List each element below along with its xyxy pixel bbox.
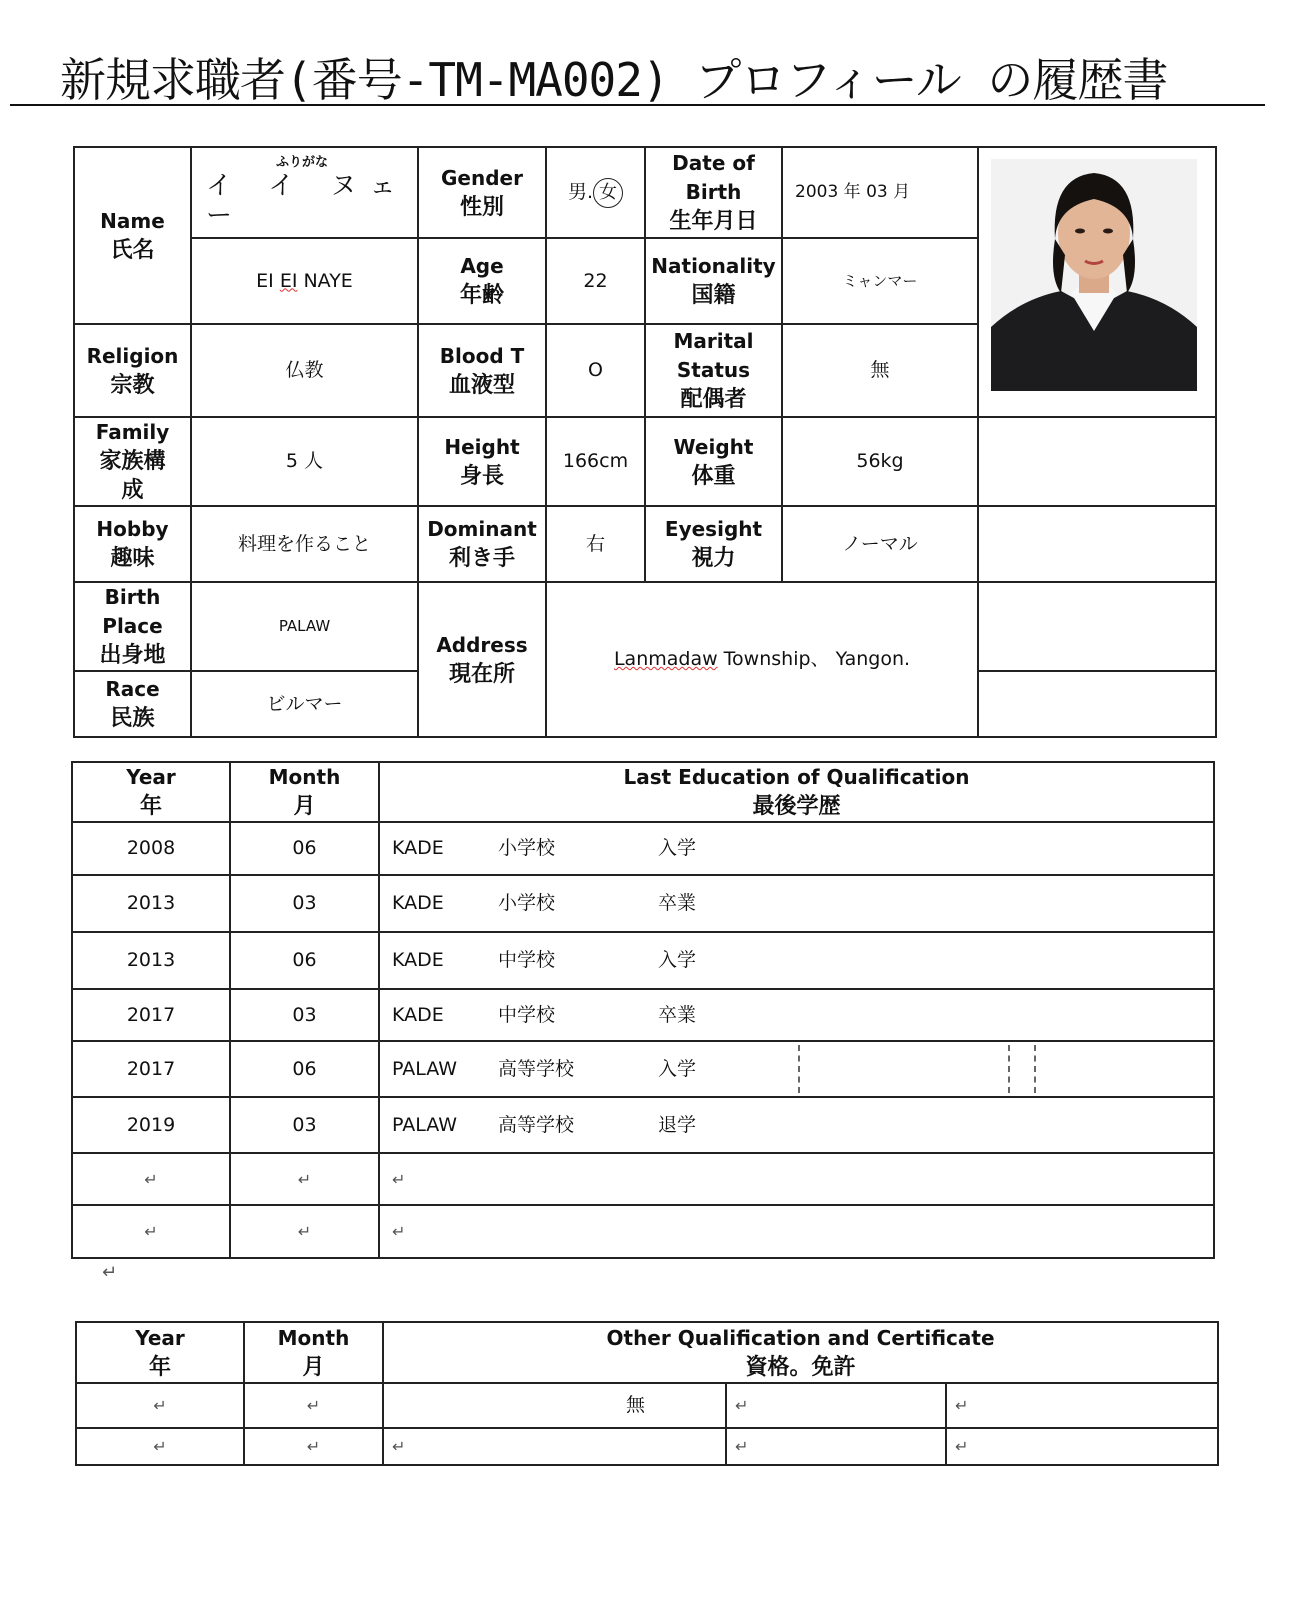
dob-label: Date of Birth 生年月日 bbox=[645, 147, 782, 238]
table-row bbox=[76, 1428, 1218, 1465]
table-row bbox=[72, 989, 1214, 1041]
gender-label: Gender 性別 bbox=[418, 147, 546, 238]
empty-mark: ↵ bbox=[76, 1428, 244, 1465]
dob-value: 2003 年 03 月 bbox=[782, 147, 978, 238]
eyesight-label: Eyesight 視力 bbox=[645, 506, 782, 582]
edu-detail: KADE 中学校 卒業 bbox=[379, 989, 1214, 1041]
family-label: Family 家族構 成 bbox=[74, 417, 191, 506]
qual-header: Other Qualification and Certificate 資格。免許 bbox=[383, 1322, 1218, 1383]
edu-year-header: Year 年 bbox=[72, 762, 230, 822]
dominant-label: Dominant 利き手 bbox=[418, 506, 546, 582]
empty-mark: ↵ bbox=[230, 1205, 379, 1258]
weight-label: Weight 体重 bbox=[645, 417, 782, 506]
race-label: Race 民族 bbox=[74, 671, 191, 737]
empty-cell bbox=[978, 671, 1216, 737]
eyesight-value: ノーマル bbox=[782, 506, 978, 582]
religion-value: 仏教 bbox=[191, 324, 418, 417]
family-value: 5 人 bbox=[191, 417, 418, 506]
table-row bbox=[72, 932, 1214, 989]
edu-year: 2017 bbox=[72, 989, 230, 1041]
empty-mark: ↵ bbox=[72, 1205, 230, 1258]
edu-month: 03 bbox=[230, 989, 379, 1041]
qual-month-header: Month 月 bbox=[244, 1322, 383, 1383]
edu-month-header: Month 月 bbox=[230, 762, 379, 822]
photo-cell bbox=[978, 147, 1216, 417]
gender-value: 男. 女 bbox=[546, 147, 645, 238]
empty-mark: ↵ bbox=[379, 1205, 1214, 1258]
edu-qualification-header: Last Education of Qualification 最後学歴 bbox=[379, 762, 1214, 822]
birthplace-label: Birth Place 出身地 bbox=[74, 582, 191, 671]
hobby-label: Hobby 趣味 bbox=[74, 506, 191, 582]
empty-mark: ↵ bbox=[946, 1428, 1218, 1465]
edu-month: 06 bbox=[230, 1041, 379, 1097]
weight-value: 56kg bbox=[782, 417, 978, 506]
blood-label: Blood T 血液型 bbox=[418, 324, 546, 417]
marital-value: 無 bbox=[782, 324, 978, 417]
name-label: Name 氏名 bbox=[74, 147, 191, 324]
empty-mark: ↵ bbox=[244, 1428, 383, 1465]
qual-year-header: Year 年 bbox=[76, 1322, 244, 1383]
birthplace-value: PALAW bbox=[191, 582, 418, 671]
nationality-label: Nationality 国籍 bbox=[645, 238, 782, 324]
edu-year: 2013 bbox=[72, 875, 230, 932]
table-row bbox=[72, 1205, 1214, 1258]
dominant-value: 右 bbox=[546, 506, 645, 582]
table-row bbox=[72, 1153, 1214, 1205]
gender-female-circled: 女 bbox=[593, 178, 623, 208]
hobby-value: 料理を作ること bbox=[191, 506, 418, 582]
edu-year: 2017 bbox=[72, 1041, 230, 1097]
empty-mark: ↵ bbox=[230, 1153, 379, 1205]
paragraph-mark: ↵ bbox=[102, 1262, 118, 1283]
applicant-photo bbox=[991, 159, 1197, 391]
empty-cell bbox=[978, 506, 1216, 582]
name-kana: イ イ ヌェー bbox=[206, 170, 410, 231]
edu-month: 03 bbox=[230, 1097, 379, 1153]
empty-mark: ↵ bbox=[76, 1383, 244, 1428]
edu-detail: KADE 小学校 入学 bbox=[379, 822, 1214, 875]
page-title: 新規求職者(番号-TM-MA002) プロフィール の履歴書 bbox=[10, 52, 1265, 106]
blood-value: O bbox=[546, 324, 645, 417]
name-romaji: EI EI NAYE bbox=[191, 238, 418, 324]
edu-detail: KADE 小学校 卒業 bbox=[379, 875, 1214, 932]
edu-detail: KADE 中学校 入学 bbox=[379, 932, 1214, 989]
marital-label: Marital Status 配偶者 bbox=[645, 324, 782, 417]
address-value: Lanmadaw Township、 Yangon. bbox=[546, 582, 978, 737]
edu-year: 2013 bbox=[72, 932, 230, 989]
empty-mark: ↵ bbox=[379, 1153, 1214, 1205]
edu-month: 03 bbox=[230, 875, 379, 932]
empty-mark: ↵ bbox=[244, 1383, 383, 1428]
edu-month: 06 bbox=[230, 822, 379, 875]
edu-month: 06 bbox=[230, 932, 379, 989]
empty-mark: ↵ bbox=[383, 1428, 726, 1465]
table-row bbox=[76, 1383, 1218, 1428]
edu-year: 2008 bbox=[72, 822, 230, 875]
age-label: Age 年齢 bbox=[418, 238, 546, 324]
table-row bbox=[72, 822, 1214, 875]
name-kana-cell: ふりがな イ イ ヌェー bbox=[191, 147, 418, 238]
nationality-value: ミャンマー bbox=[782, 238, 978, 324]
profile-table bbox=[73, 146, 1217, 738]
table-row bbox=[72, 1041, 1214, 1097]
edu-year: 2019 bbox=[72, 1097, 230, 1153]
table-row bbox=[72, 875, 1214, 932]
height-label: Height 身長 bbox=[418, 417, 546, 506]
edu-detail: PALAW 高等学校 入学 bbox=[379, 1041, 1214, 1097]
race-value: ビルマー bbox=[191, 671, 418, 737]
empty-mark: ↵ bbox=[946, 1383, 1218, 1428]
qual-value: 無 bbox=[383, 1383, 726, 1428]
table-row bbox=[72, 1097, 1214, 1153]
age-value: 22 bbox=[546, 238, 645, 324]
empty-mark: ↵ bbox=[726, 1428, 946, 1465]
empty-mark: ↵ bbox=[726, 1383, 946, 1428]
qualification-table bbox=[75, 1321, 1219, 1466]
empty-cell bbox=[978, 582, 1216, 671]
address-label: Address 現在所 bbox=[418, 582, 546, 737]
edu-detail: PALAW 高等学校 退学 bbox=[379, 1097, 1214, 1153]
religion-label: Religion 宗教 bbox=[74, 324, 191, 417]
education-table bbox=[71, 761, 1215, 1259]
empty-cell bbox=[978, 417, 1216, 506]
empty-mark: ↵ bbox=[72, 1153, 230, 1205]
height-value: 166cm bbox=[546, 417, 645, 506]
